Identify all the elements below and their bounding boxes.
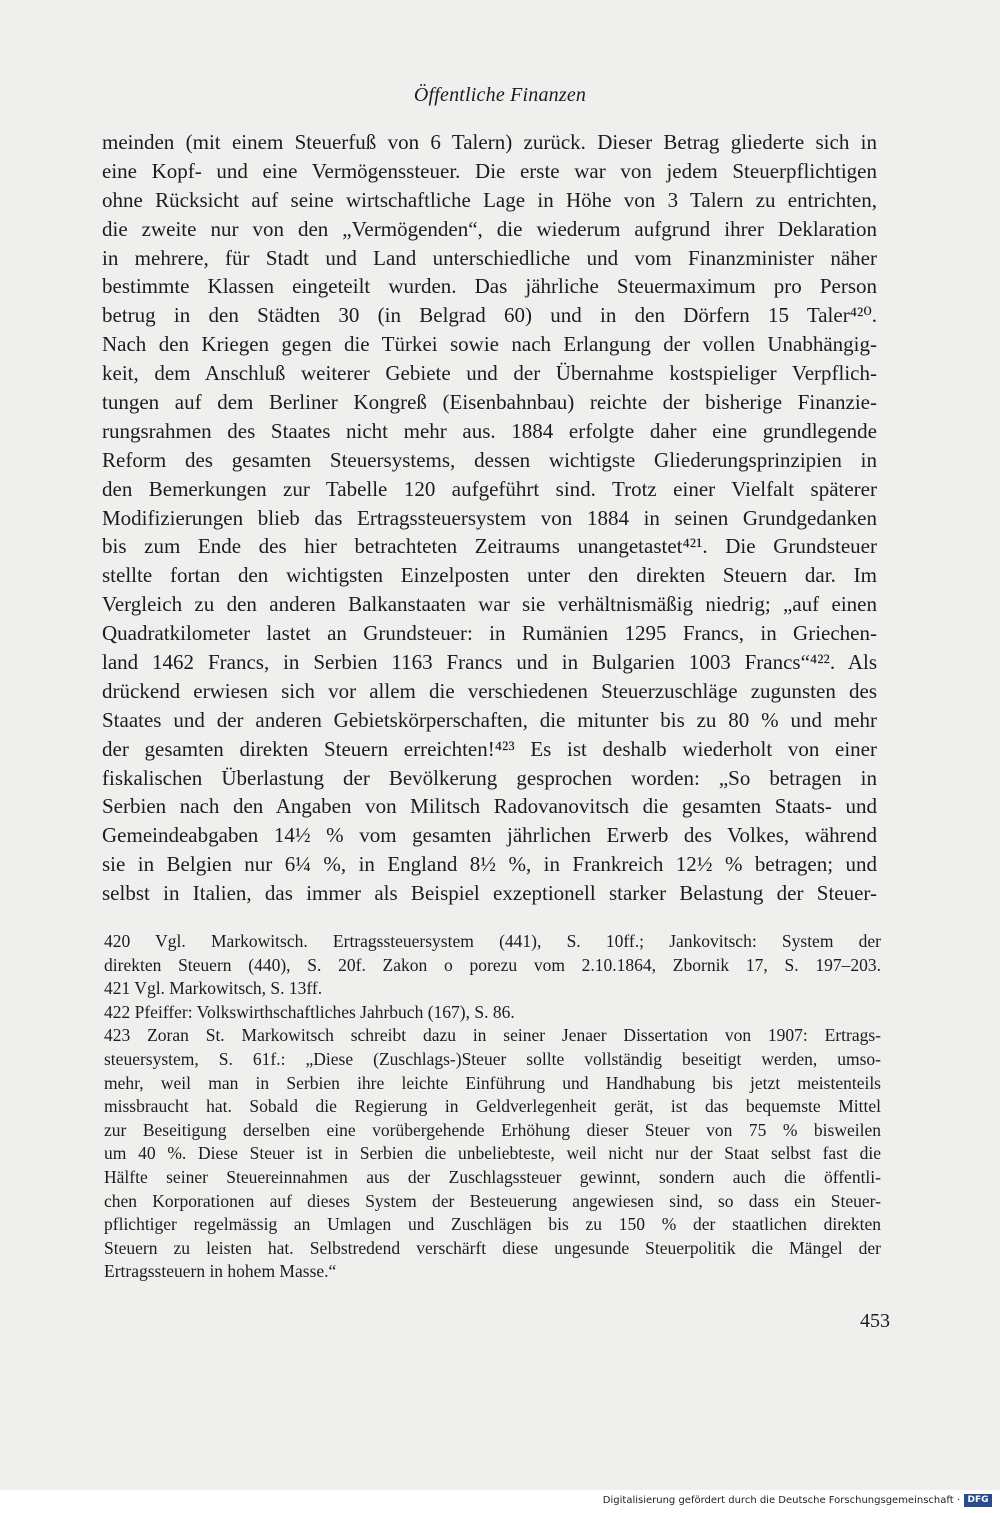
digitization-footer <box>0 1490 1000 1513</box>
footnote-line: um 40 %. Diese Steuer ist in Serbien die unbeliebteste, weil nicht nur der Staat selbst fast die <box>104 1143 881 1164</box>
footnote-line: 421 Vgl. Markowitsch, S. 13ff. <box>104 978 323 999</box>
body-line: Quadratkilometer lastet an Grundsteuer: in Rumänien 1295 Francs, in Griechen- <box>102 621 877 646</box>
body-line: Reform des gesamten Steuersystems, dessen wichtigste Gliederungsprinzipien in <box>102 447 877 472</box>
body-line: meinden (mit einem Steuerfuß von 6 Talern) zurück. Dieser Betrag gliederte sich in <box>102 130 877 154</box>
body-line: Gemeindeabgaben 14½ % vom gesamten jährlichen Erwerb des Volkes, während <box>102 823 877 848</box>
page-number: 453 <box>860 1310 890 1332</box>
body-line: den Bemerkungen zur Tabelle 120 aufgeführt sind. Trotz einer Vielfalt späterer <box>102 476 877 501</box>
footnote-line: chen Korporationen auf dieses System der Besteuerung angewiesen sind, so dass ein Steuer- <box>104 1190 881 1211</box>
body-line: rungsrahmen des Staates nicht mehr aus. 1884 erfolgte daher eine grundlegende <box>102 418 877 443</box>
body-line: stellte fortan den wichtigsten Einzelposten unter den direkten Steuern dar. Im <box>102 563 877 588</box>
footnote-line: pflichtiger regelmässig an Umlagen und Zuschlägen bis zu 150 % der staatlichen direkten <box>104 1214 881 1235</box>
body-line: sie in Belgien nur 6¼ %, in England 8½ %, in Frankreich 12½ % betragen; und <box>102 852 877 877</box>
body-line: bis zum Ende des hier betrachteten Zeitraums unangetastet⁴²¹. Die Grundsteuer <box>102 534 877 559</box>
body-text <box>102 128 877 908</box>
body-line: land 1462 Francs, in Serbien 1163 Francs und in Bulgarien 1003 Francs“⁴²². Als <box>102 650 877 675</box>
body-line: der gesamten direkten Steuern erreichten!⁴²³ Es ist deshalb wiederholt von einer <box>102 736 877 761</box>
body-line: die zweite nur von den „Vermögenden“, die wiederum aufgrund ihrer Deklaration <box>102 216 877 241</box>
body-line: betrug in den Städten 30 (in Belgrad 60) und in den Dörfern 15 Taler⁴²⁰. <box>102 303 877 328</box>
body-line: fiskalischen Überlastung der Bevölkerung gesprochen worden: „So betragen in <box>102 765 877 790</box>
footnote-line: 420 Vgl. Markowitsch. Ertragssteuersystem (441), S. 10ff.; Jankovitsch: System der <box>104 931 881 951</box>
footnote-line: zur Beseitigung derselben eine vorübergehende Erhöhung dieser Steuer von 75 % bisweilen <box>104 1119 881 1140</box>
footnote-line: Hälfte seiner Steuereinnahmen aus der Zuschlagssteuer gewinnt, sondern auch die öffentli- <box>104 1166 881 1187</box>
running-head: Öffentliche Finanzen <box>413 84 587 106</box>
footnote-line: missbraucht hat. Sobald die Regierung in Geldverlegenheit gerät, ist das bequemste Mittel <box>104 1096 881 1117</box>
footnote-line: Ertragssteuern in hohem Masse.“ <box>104 1261 337 1282</box>
footnote-line: steuersystem, S. 61f.: „Diese (Zuschlags-)Steuer sollte vollständig beseitigt werden, umso- <box>104 1048 881 1069</box>
body-line: selbst in Italien, das immer als Beispiel exzeptionell starker Belastung der Steuer- <box>102 881 877 906</box>
body-line: ohne Rücksicht auf seine wirtschaftliche Lage in Höhe von 3 Talern zu entrichten, <box>102 187 877 212</box>
body-line: Serbien nach den Angaben von Militsch Radovanovitsch die gesamten Staats- und <box>102 794 877 819</box>
body-line: drückend erwiesen sich vor allem die verschiedenen Steuerzuschläge zugunsten des <box>102 678 877 703</box>
footnote-line: mehr, weil man in Serbien ihre leichte Einführung und Handhabung bis jetzt meistenteils <box>104 1072 881 1093</box>
body-line: eine Kopf- und eine Vermögenssteuer. Die erste war von jedem Steuerpflichtigen <box>102 158 877 183</box>
footer-credit-text: Digitalisierung gefördert durch die Deutsche Forschungsgemeinschaft · <box>602 1495 960 1506</box>
footnote-line: Steuern zu leisten hat. Selbstredend verschärft diese ungesunde Steuerpolitik die Mängel der <box>104 1237 881 1258</box>
body-line: in mehrere, für Stadt und Land unterschiedliche und vom Finanzminister näher <box>102 245 877 270</box>
footnote-line: 423 Zoran St. Markowitsch schreibt dazu in seiner Jenaer Dissertation von 1907: Ertrags- <box>104 1025 881 1046</box>
footnote-line: direkten Steuern (440), S. 20f. Zakon o porezu vom 2.10.1864, Zbornik 17, S. 197–203. <box>104 954 881 975</box>
body-line: Nach den Kriegen gegen die Türkei sowie nach Erlangung der vollen Unabhängig- <box>102 332 877 357</box>
body-line: Modifizierungen blieb das Ertragssteuersystem von 1884 in seinen Grundgedanken <box>102 505 877 530</box>
body-line: Staates und der anderen Gebietskörperschaften, die mitunter bis zu 80 % und mehr <box>102 707 877 732</box>
body-line: tungen auf dem Berliner Kongreß (Eisenbahnbau) reichte der bisherige Finanzie- <box>102 390 877 415</box>
footnote-line: 422 Pfeiffer: Volkswirthschaftliches Jahrbuch (167), S. 86. <box>104 1001 515 1022</box>
body-line: keit, dem Anschluß weiterer Gebiete und der Übernahme kostspieliger Verpflich- <box>102 361 877 386</box>
footnotes <box>104 930 881 1284</box>
body-line: bestimmte Klassen eingeteilt wurden. Das jährliche Steuermaximum pro Person <box>102 274 877 299</box>
body-line: Vergleich zu den anderen Balkanstaaten war sie verhältnismäßig niedrig; „auf einen <box>102 592 877 617</box>
dfg-logo: DFG <box>964 1494 992 1507</box>
